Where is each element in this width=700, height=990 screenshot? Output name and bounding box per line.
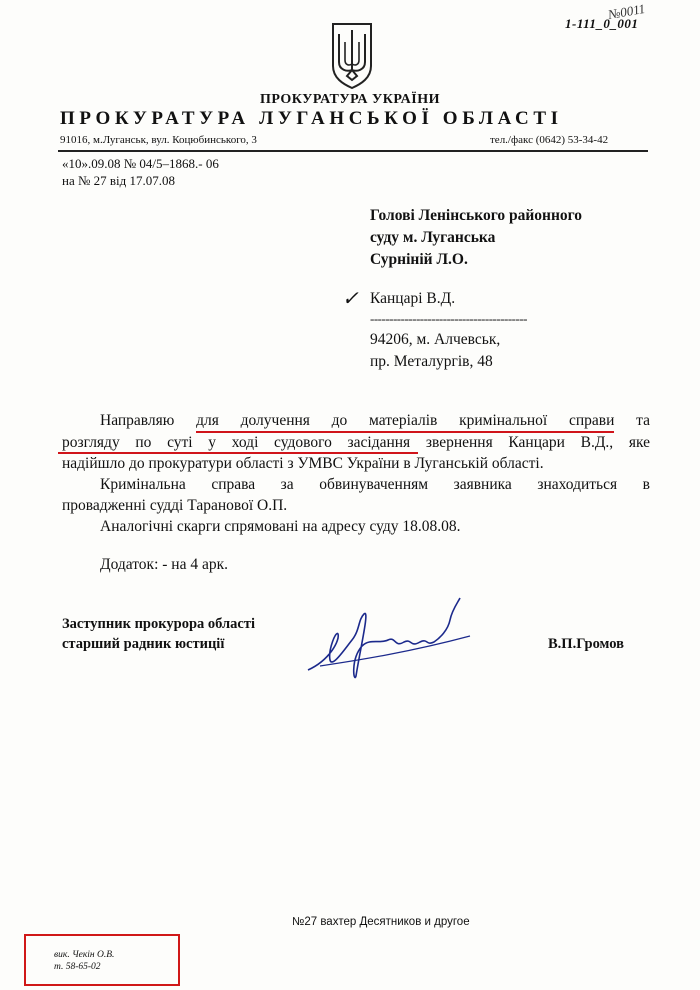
check-mark-icon: ✓ xyxy=(342,288,359,310)
attachment-note: Додаток: - на 4 арк. xyxy=(100,556,229,573)
org-name-ukraine: ПРОКУРАТУРА УКРАЇНИ xyxy=(259,92,441,107)
red-underline-1 xyxy=(196,431,614,433)
red-underline-2 xyxy=(58,452,418,454)
handwritten-signature-icon xyxy=(300,590,480,690)
recipient-address-2: пр. Металургів, 48 xyxy=(370,353,493,370)
footer-note: №27 вахтер Десятников и другое xyxy=(292,916,470,928)
recipient-line-3: Сурніній Л.О. xyxy=(370,251,468,268)
body-line-3: надійшло до прокуратури області з УМВС України в Луганській області. xyxy=(62,455,544,472)
header-rule xyxy=(58,150,648,152)
signer-name: В.П.Громов xyxy=(548,636,624,652)
body-line-6: Аналогічні скарги спрямовані на адресу суду 18.08.08. xyxy=(100,518,461,535)
recipient-line-2: суду м. Луганська xyxy=(370,229,496,246)
recipient-address-1: 94206, м. Алчевськ, xyxy=(370,331,501,348)
org-phone: тел./факс (0642) 53-34-42 xyxy=(490,134,609,146)
org-name-regional: ПРОКУРАТУРА ЛУГАНСЬКОЇ ОБЛАСТІ xyxy=(60,108,563,129)
document-id: 1-111_0_001 xyxy=(565,16,639,31)
outgoing-reference: «10».09.08 № 04/5–1868.- 06 xyxy=(62,156,219,171)
body-line-4: Кримінальна справа за обвинуваченням заявника знаходиться в xyxy=(100,476,650,493)
executor-name: вик. Чекін О.В. xyxy=(54,950,115,960)
recipient-separator: ----------------------------------------- xyxy=(370,311,527,326)
signer-title-2: старший радник юстиції xyxy=(62,636,225,652)
executor-highlight-box xyxy=(24,934,180,986)
body-line-2: розгляду по суті у ході судового засідання звернення Канцари В.Д., яке xyxy=(62,434,650,451)
body-line-1: Направляю для долучення до матеріалів кримінальної справи та xyxy=(100,412,650,429)
body-line-5: провадженні судді Таранової О.П. xyxy=(62,497,288,514)
handwritten-number: №0011 xyxy=(606,0,647,23)
trident-emblem-icon xyxy=(329,20,375,90)
recipient-line-1: Голові Ленінського районного xyxy=(370,207,583,224)
recipient-person: Канцарі В.Д. xyxy=(370,290,456,307)
signer-title-1: Заступник прокурора області xyxy=(62,616,255,632)
executor-phone: т. 58-65-02 xyxy=(54,962,101,972)
org-address: 91016, м.Луганськ, вул. Коцюбинського, 3 xyxy=(60,134,257,146)
incoming-reference: на № 27 від 17.07.08 xyxy=(62,173,175,188)
